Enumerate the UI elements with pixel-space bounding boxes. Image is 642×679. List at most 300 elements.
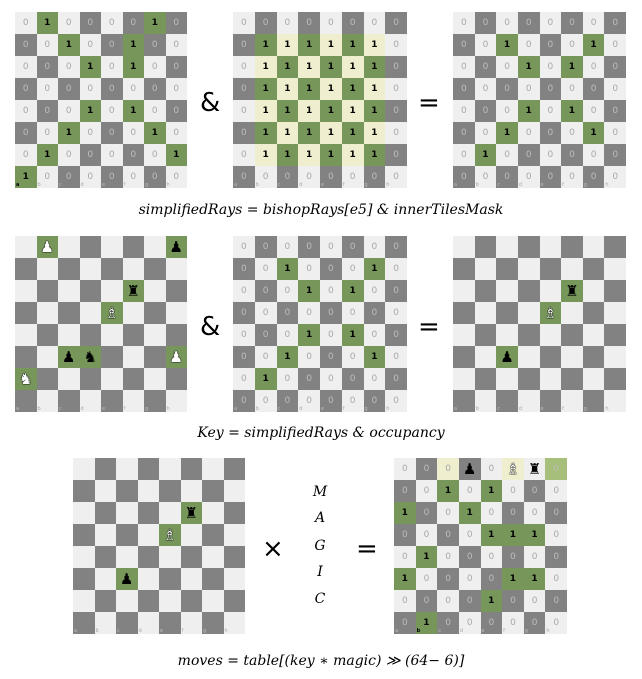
bit-value: 0 [328,172,334,182]
file-coordinate: h [605,182,609,188]
board-square [298,280,320,302]
bit-value: 0 [108,84,115,94]
bit-value: 0 [510,618,516,628]
board-square [561,12,583,34]
file-coordinate: b [416,628,421,634]
board-square [604,122,626,144]
board-square [233,302,255,324]
board-square [540,302,562,324]
bit-value: 0 [401,552,408,562]
board-square [159,524,181,546]
bit-value: 0 [460,172,467,182]
bit-value: 0 [349,374,356,384]
bit-value: 0 [445,464,451,474]
board-square [144,122,166,144]
bit-value: 1 [305,84,313,94]
bit-value: 0 [612,40,619,50]
bit-value: 1 [284,352,291,362]
board-square [561,236,583,258]
board-square [15,34,37,56]
bit-value: 1 [130,106,137,116]
board-square [518,144,540,166]
board-square [166,144,188,166]
board-square [80,56,102,78]
board-square [342,368,364,390]
bit-value: 0 [87,18,94,28]
board-square [561,34,583,56]
board-square [502,546,524,568]
bit-value: 1 [44,18,51,28]
file-coordinate: f [562,182,564,188]
board-square [604,368,626,390]
board-square [58,34,80,56]
file-coordinate: b [255,182,259,188]
bit-value: 0 [525,128,532,138]
board-square [524,568,546,590]
bit-value: 1 [371,352,378,362]
chess-piece: ♜ [565,281,579,300]
bit-value: 0 [173,84,180,94]
chess-piece: ♟ [462,459,477,478]
board-square [15,144,37,166]
bit-value: 0 [108,172,115,182]
bit-value: 1 [466,508,473,518]
board-square [385,302,407,324]
board-square [166,78,188,100]
board-square [255,78,277,100]
file-coordinate: e [160,628,164,634]
board-square [518,280,540,302]
board-square [604,258,626,280]
board-square [394,546,416,568]
bit-value: 0 [241,242,247,252]
bit-value: 0 [173,40,180,50]
bit-value: 1 [531,530,538,540]
board-square [144,100,166,122]
bit-value: 1 [151,128,158,138]
board-square [73,546,95,568]
file-coordinate: h [386,182,390,188]
board-square [80,34,102,56]
board-square [518,78,540,100]
board-square [453,236,475,258]
bit-value: 1 [151,18,158,28]
board-square [475,100,497,122]
board-square [37,166,59,188]
board-square [255,368,277,390]
board-square [123,280,145,302]
file-coordinate: a [234,406,238,412]
bit-value: 1 [284,40,291,50]
board-square [37,78,59,100]
bit-value: 0 [108,40,115,50]
bit-value: 1 [488,486,495,496]
bit-value: 0 [349,242,356,252]
file-coordinate: g [583,182,587,188]
board-square [144,236,166,258]
board-square [540,12,562,34]
board-square [540,78,562,100]
bit-value: 0 [108,106,115,116]
board-square [364,236,386,258]
board-square [453,78,475,100]
board-square [583,144,605,166]
board-square [277,100,299,122]
bit-value: 0 [510,552,516,562]
board-square [453,100,475,122]
bit-value: 0 [393,128,399,138]
file-coordinate: e [481,628,485,634]
chess-piece: ♟ [62,347,76,366]
board-square [385,280,407,302]
board-square [561,302,583,324]
board-square [80,280,102,302]
board-square [123,302,145,324]
board-square [224,502,246,524]
board-square [561,122,583,144]
bit-value: 0 [371,396,378,406]
key-board [453,236,626,412]
bit-value: 1 [531,574,538,584]
board-square [233,56,255,78]
board-square [583,236,605,258]
bit-value: 1 [327,40,334,50]
magic-letter: A [314,510,326,526]
bit-value: 0 [328,264,334,274]
board-square [181,590,203,612]
board-square [385,324,407,346]
board-square [453,302,475,324]
bit-value: 0 [22,40,29,50]
bit-value: 0 [22,84,29,94]
board-square [298,236,320,258]
board-square [80,166,102,188]
board-square [144,34,166,56]
bit-value: 0 [393,264,399,274]
bit-value: 0 [504,106,510,116]
bit-value: 0 [612,128,619,138]
board-square [277,302,299,324]
board-square [502,502,524,524]
bit-value: 0 [262,264,269,274]
file-coordinate: c [59,182,62,188]
board-square [496,78,518,100]
file-coordinate: b [37,406,41,412]
board-square [37,34,59,56]
board-square [524,458,546,480]
board-square [58,302,80,324]
board-square [37,368,59,390]
board-square [416,546,438,568]
board-square [101,56,123,78]
formula-key: Key = simplifiedRays & occupancy [197,425,445,441]
bit-value: 0 [547,84,554,94]
bit-value: 0 [241,352,247,362]
magic-letter: I [317,564,323,580]
bit-value: 0 [262,172,269,182]
bit-value: 0 [504,62,510,72]
bit-value: 0 [590,172,597,182]
board-square [224,590,246,612]
board-square [583,302,605,324]
bit-value: 1 [590,128,597,138]
bit-value: 0 [547,106,554,116]
board-square [453,144,475,166]
board-square [496,324,518,346]
board-square [277,122,299,144]
bit-value: 0 [612,150,619,160]
board-square [101,100,123,122]
board-square [342,280,364,302]
board-square [277,390,299,412]
board-square [116,590,138,612]
file-coordinate: d [80,406,84,412]
chess-piece: ♟ [120,569,134,588]
board-square [101,324,123,346]
board-square [298,100,320,122]
bit-value: 0 [262,352,269,362]
simplified-rays-board [233,236,407,412]
board-square [80,390,102,412]
board-square [58,12,80,34]
board-square [604,100,626,122]
board-square [385,368,407,390]
bit-value: 1 [349,84,356,94]
board-square [545,480,567,502]
bit-value: 0 [241,264,247,274]
bit-value: 1 [262,150,269,160]
board-square [159,502,181,524]
bit-value: 0 [262,396,269,406]
bit-value: 0 [482,84,489,94]
bit-value: 0 [284,18,291,28]
board-square [561,258,583,280]
file-coordinate: c [117,628,120,634]
board-square [58,258,80,280]
board-square [224,546,246,568]
file-coordinate: d [299,406,303,412]
board-square [540,122,562,144]
board-square [437,502,459,524]
board-square [15,280,37,302]
board-square [481,458,503,480]
chess-piece: ♟ [169,347,183,366]
board-square [583,346,605,368]
chess-piece: ♞ [83,347,97,366]
times-operator: × [262,534,284,564]
board-square [15,302,37,324]
bit-value: 0 [547,18,554,28]
bit-value: 0 [466,530,473,540]
board-square [15,368,37,390]
board-square [37,100,59,122]
board-square [437,480,459,502]
bit-value: 0 [241,62,247,72]
bit-value: 1 [509,574,517,584]
board-square [459,546,481,568]
board-square [144,324,166,346]
board-square [233,34,255,56]
bit-value: 1 [349,40,356,50]
bit-value: 0 [328,18,334,28]
board-square [453,258,475,280]
bit-value: 0 [241,18,247,28]
board-square [416,590,438,612]
board-square [166,390,188,412]
bit-value: 1 [262,84,269,94]
bit-value: 0 [87,172,94,182]
board-square [540,280,562,302]
board-square [73,568,95,590]
formula-simplified-rays: simplifiedRays = bishopRays[e5] & innerTilesMask [138,202,504,218]
bit-value: 0 [284,308,291,318]
board-square [233,78,255,100]
bishop-rays-board [15,12,187,188]
bit-value: 0 [488,618,495,628]
board-square [561,144,583,166]
chess-piece: ♞ [19,369,33,388]
board-square [320,324,342,346]
board-square [58,368,80,390]
bit-value: 0 [612,106,619,116]
bit-value: 1 [262,128,269,138]
bit-value: 0 [553,530,560,540]
bit-value: 0 [241,40,247,50]
board-square [15,56,37,78]
board-square [15,12,37,34]
board-square [123,78,145,100]
bit-value: 0 [393,352,399,362]
bit-value: 0 [151,62,158,72]
simplified-rays-board [453,12,626,188]
board-square [364,390,386,412]
bit-value: 0 [328,242,334,252]
bit-value: 0 [504,172,510,182]
file-coordinate: c [59,406,62,412]
board-square [453,346,475,368]
bit-value: 0 [393,84,399,94]
bit-value: 0 [393,330,399,340]
bit-value: 1 [305,128,313,138]
board-square [475,34,497,56]
board-square [342,166,364,188]
occupancy-board [15,236,187,412]
chess-piece: ♟ [40,237,54,256]
file-coordinate: d [299,182,303,188]
board-square [496,236,518,258]
board-square [116,480,138,502]
board-square [58,280,80,302]
board-square [385,122,407,144]
bit-value: 0 [173,62,180,72]
board-square [453,166,475,188]
board-square [583,368,605,390]
bit-value: 0 [504,150,510,160]
bit-value: 0 [241,84,247,94]
bit-value: 1 [327,128,334,138]
board-square [496,100,518,122]
board-square [58,144,80,166]
bit-value: 0 [349,18,356,28]
bit-value: 0 [349,172,356,182]
board-square [459,612,481,634]
bit-value: 0 [130,150,137,160]
bit-value: 0 [553,464,560,474]
bit-value: 1 [284,128,291,138]
board-square [166,258,188,280]
board-square [202,568,224,590]
bit-value: 0 [151,106,158,116]
bit-value: 0 [349,264,356,274]
board-square [518,258,540,280]
bit-value: 0 [401,530,408,540]
bit-value: 1 [305,150,313,160]
board-square [545,502,567,524]
board-square [518,122,540,144]
bit-value: 1 [503,128,511,138]
board-square [364,302,386,324]
bit-value: 0 [306,242,312,252]
board-square [233,346,255,368]
file-coordinate: d [459,628,464,634]
bit-value: 0 [504,84,510,94]
board-square [166,166,188,188]
file-coordinate: h [224,628,228,634]
board-square [123,324,145,346]
board-square [496,346,518,368]
board-square [58,390,80,412]
board-square [583,390,605,412]
file-coordinate: e [102,182,106,188]
board-square [364,144,386,166]
bit-value: 0 [482,62,489,72]
board-square [95,502,117,524]
board-square [123,144,145,166]
board-square [123,346,145,368]
bit-value: 0 [130,84,137,94]
board-square [481,612,503,634]
board-square [342,56,364,78]
board-square [123,122,145,144]
bit-value: 0 [553,508,560,518]
chess-piece: ♗ [506,459,520,478]
board-square [166,122,188,144]
board-square [298,302,320,324]
bit-value: 0 [44,62,51,72]
bit-value: 0 [306,264,312,274]
bit-value: 0 [445,530,451,540]
board-square [73,458,95,480]
board-square [475,236,497,258]
board-square [481,480,503,502]
board-square [116,502,138,524]
board-square [604,390,626,412]
bit-value: 1 [305,286,313,296]
bit-value: 0 [371,286,378,296]
board-square [138,502,160,524]
board-square [416,612,438,634]
bit-value: 0 [460,84,467,94]
board-square [518,302,540,324]
bit-value: 0 [349,396,356,406]
board-square [583,12,605,34]
board-square [298,78,320,100]
file-coordinate: c [438,628,441,634]
board-square [475,258,497,280]
board-square [233,324,255,346]
moves-table-board [394,458,567,634]
board-square [255,12,277,34]
